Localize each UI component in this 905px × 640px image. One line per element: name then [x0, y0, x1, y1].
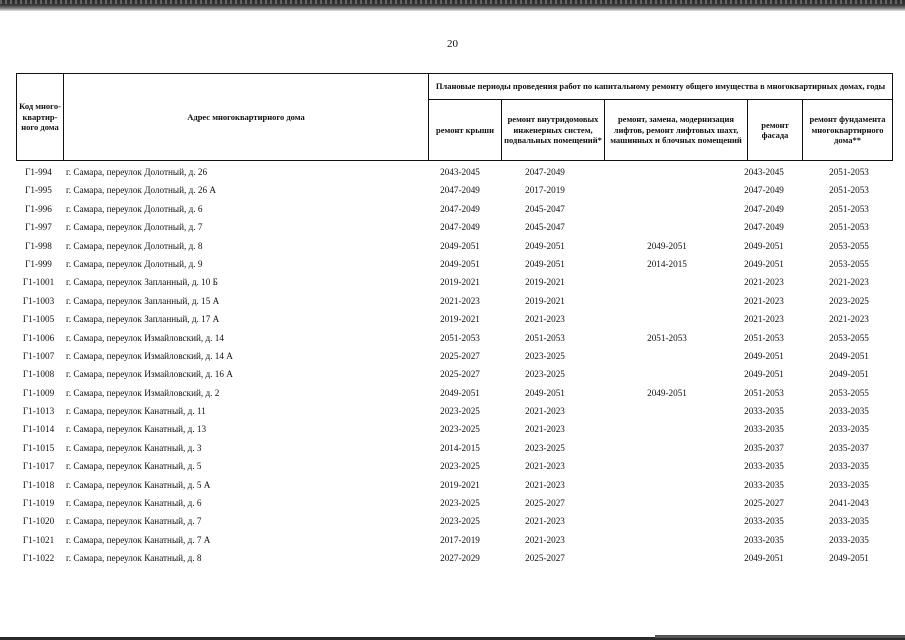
cell-facade: 2047-2049: [744, 185, 784, 196]
scan-edge-bottom-tail: [655, 635, 905, 638]
cell-facade: 2033-2035: [744, 406, 784, 417]
table-row: [16, 310, 892, 328]
table-row: [16, 292, 892, 310]
cell-facade: 2049-2051: [744, 350, 784, 361]
cell-systems: 2049-2051: [525, 240, 565, 251]
cell-systems: 2051-2053: [525, 332, 565, 343]
cell-facade: 2049-2051: [744, 553, 784, 564]
cell-code: Г1-1005: [22, 314, 55, 325]
cell-systems: 2047-2049: [525, 167, 565, 177]
cell-foundation: 2033-2035: [829, 534, 869, 545]
table-row: [16, 200, 892, 218]
table-body: [16, 163, 892, 568]
cell-foundation: 2051-2053: [829, 203, 869, 214]
cell-foundation: 2053-2055: [829, 258, 869, 269]
cell-systems: 2021-2023: [525, 424, 565, 435]
cell-foundation: 2051-2053: [829, 185, 869, 196]
cell-foundation: 2021-2023: [829, 277, 869, 288]
cell-code: Г1-994: [25, 167, 52, 177]
cell-facade: 2021-2023: [744, 314, 784, 325]
table-row: [16, 476, 892, 494]
cell-foundation: 2033-2035: [829, 424, 869, 435]
cell-foundation: 2051-2053: [829, 222, 869, 233]
cell-address: г. Самара, переулок Канатный, д. 3: [66, 442, 202, 453]
cell-roof: 2017-2019: [440, 534, 480, 545]
cell-systems: 2023-2025: [525, 350, 565, 361]
cell-address: г. Самара, переулок Измайловский, д. 14 А: [66, 350, 233, 361]
cell-foundation: 2033-2035: [829, 461, 869, 472]
cell-facade: 2021-2023: [744, 277, 784, 288]
cell-systems: 2021-2023: [525, 314, 565, 325]
cell-code: Г1-1013: [22, 406, 55, 417]
cell-address: г. Самара, переулок Измайловский, д. 16 А: [66, 369, 233, 380]
cell-code: Г1-1007: [22, 350, 55, 361]
table-row: [16, 531, 892, 549]
cell-facade: 2035-2037: [744, 442, 784, 453]
table-row: [16, 420, 892, 438]
table-row: [16, 494, 892, 512]
cell-code: Г1-1014: [22, 424, 55, 435]
table-row: [16, 218, 892, 236]
cell-address: г. Самара, переулок Долотный, д. 6: [66, 203, 203, 214]
cell-address: г. Самара, переулок Запланный, д. 10 Б: [66, 277, 218, 288]
cell-code: Г1-1019: [22, 498, 55, 509]
table-row: [16, 255, 892, 273]
cell-foundation: 2049-2051: [829, 553, 869, 564]
header-address: Адрес многоквартирного дома: [64, 74, 429, 161]
cell-code: Г1-1001: [22, 277, 55, 288]
cell-roof: 2025-2027: [440, 350, 480, 361]
cell-address: г. Самара, переулок Долотный, д. 7: [66, 222, 203, 233]
table-header: [16, 73, 893, 161]
cell-roof: 2049-2051: [440, 240, 480, 251]
cell-foundation: 2051-2053: [829, 167, 869, 177]
cell-address: г. Самара, переулок Измайловский, д. 2: [66, 387, 220, 398]
cell-foundation: 2033-2035: [829, 479, 869, 490]
cell-roof: 2019-2021: [440, 314, 480, 325]
cell-foundation: 2053-2055: [829, 387, 869, 398]
cell-code: Г1-1018: [22, 479, 55, 490]
cell-roof: 2019-2021: [440, 277, 480, 288]
header-periods: Плановые периоды проведения работ по капитальному ремонту общего имущества в многоквартирных домах, годы: [429, 74, 893, 100]
header-lifts: ремонт, замена, модернизация лифтов, ремонт лифтовых шахт, машинных и блочных помещений: [605, 100, 748, 161]
cell-roof: 2047-2049: [440, 222, 480, 233]
cell-address: г. Самара, переулок Запланный, д. 15 А: [66, 295, 220, 306]
table-row: [16, 439, 892, 457]
page-number: 20: [447, 38, 458, 50]
cell-roof: 2025-2027: [440, 369, 480, 380]
cell-roof: 2047-2049: [440, 203, 480, 214]
cell-systems: 2045-2047: [525, 222, 565, 233]
cell-code: Г1-1015: [22, 442, 55, 453]
header-foundation: ремонт фундамента многоквартирного дома**: [803, 100, 893, 161]
cell-code: Г1-1020: [22, 516, 55, 527]
cell-code: Г1-1009: [22, 387, 55, 398]
table-row: [16, 273, 892, 291]
cell-roof: 2023-2025: [440, 461, 480, 472]
cell-address: г. Самара, переулок Канатный, д. 8: [66, 553, 202, 564]
cell-address: г. Самара, переулок Долотный, д. 26: [66, 167, 208, 177]
cell-facade: 2033-2035: [744, 461, 784, 472]
cell-systems: 2049-2051: [525, 258, 565, 269]
cell-code: Г1-1008: [22, 369, 55, 380]
cell-systems: 2019-2021: [525, 277, 565, 288]
cell-lifts: 2049-2051: [647, 387, 687, 398]
cell-code: Г1-995: [25, 185, 52, 196]
cell-foundation: 2049-2051: [829, 350, 869, 361]
cell-systems: 2021-2023: [525, 516, 565, 527]
cell-roof: 2023-2025: [440, 516, 480, 527]
table-row: [16, 181, 892, 199]
header-code: Код много-квартир-ного дома: [17, 74, 64, 161]
cell-facade: 2049-2051: [744, 369, 784, 380]
cell-foundation: 2053-2055: [829, 332, 869, 343]
cell-foundation: 2035-2037: [829, 442, 869, 453]
cell-facade: 2033-2035: [744, 424, 784, 435]
cell-roof: 2043-2045: [440, 167, 480, 177]
cell-systems: 2023-2025: [525, 369, 565, 380]
cell-foundation: 2041-2043: [829, 498, 869, 509]
cell-code: Г1-1006: [22, 332, 55, 343]
cell-roof: 2021-2023: [440, 295, 480, 306]
cell-facade: 2043-2045: [744, 167, 784, 177]
cell-lifts: 2049-2051: [647, 240, 687, 251]
cell-roof: 2051-2053: [440, 332, 480, 343]
cell-address: г. Самара, переулок Долотный, д. 8: [66, 240, 203, 251]
cell-systems: 2049-2051: [525, 387, 565, 398]
cell-systems: 2023-2025: [525, 442, 565, 453]
cell-lifts: 2014-2015: [647, 258, 687, 269]
cell-systems: 2021-2023: [525, 534, 565, 545]
cell-roof: 2014-2015: [440, 442, 480, 453]
cell-facade: 2049-2051: [744, 240, 784, 251]
cell-systems: 2017-2019: [525, 185, 565, 196]
cell-facade: 2049-2051: [744, 258, 784, 269]
cell-facade: 2021-2023: [744, 295, 784, 306]
cell-roof: 2023-2025: [440, 424, 480, 435]
cell-facade: 2047-2049: [744, 222, 784, 233]
cell-foundation: 2053-2055: [829, 240, 869, 251]
table-row: [16, 457, 892, 475]
table-row: [16, 163, 892, 181]
cell-facade: 2051-2053: [744, 332, 784, 343]
cell-address: г. Самара, переулок Долотный, д. 9: [66, 258, 203, 269]
cell-foundation: 2021-2023: [829, 314, 869, 325]
cell-facade: 2033-2035: [744, 516, 784, 527]
cell-address: г. Самара, переулок Долотный, д. 26 А: [66, 185, 216, 196]
cell-roof: 2019-2021: [440, 479, 480, 490]
cell-code: Г1-998: [25, 240, 52, 251]
cell-systems: 2025-2027: [525, 498, 565, 509]
cell-facade: 2033-2035: [744, 479, 784, 490]
table-row: [16, 365, 892, 383]
cell-systems: 2045-2047: [525, 203, 565, 214]
cell-address: г. Самара, переулок Канатный, д. 13: [66, 424, 207, 435]
cell-roof: 2027-2029: [440, 553, 480, 564]
cell-address: г. Самара, переулок Канатный, д. 5 А: [66, 479, 211, 490]
cell-facade: 2033-2035: [744, 534, 784, 545]
table-row: [16, 347, 892, 365]
cell-foundation: 2023-2025: [829, 295, 869, 306]
cell-roof: 2023-2025: [440, 498, 480, 509]
cell-systems: 2021-2023: [525, 479, 565, 490]
cell-facade: 2025-2027: [744, 498, 784, 509]
cell-systems: 2021-2023: [525, 461, 565, 472]
cell-foundation: 2033-2035: [829, 516, 869, 527]
cell-roof: 2047-2049: [440, 185, 480, 196]
header-systems: ремонт внутридомовых инженерных систем, подвальных помещений*: [502, 100, 605, 161]
table-row: [16, 549, 892, 567]
cell-systems: 2019-2021: [525, 295, 565, 306]
cell-address: г. Самара, переулок Канатный, д. 7 А: [66, 534, 211, 545]
cell-address: г. Самара, переулок Запланный, д. 17 А: [66, 314, 220, 325]
header-facade: ремонт фасада: [748, 100, 803, 161]
cell-systems: 2021-2023: [525, 406, 565, 417]
cell-code: Г1-997: [25, 222, 52, 233]
cell-roof: 2023-2025: [440, 406, 480, 417]
table-row: [16, 402, 892, 420]
cell-address: г. Самара, переулок Измайловский, д. 14: [66, 332, 224, 343]
cell-lifts: 2051-2053: [647, 332, 687, 343]
scan-edge-top: [0, 0, 905, 11]
cell-address: г. Самара, переулок Канатный, д. 6: [66, 498, 202, 509]
cell-code: Г1-999: [25, 258, 52, 269]
cell-code: Г1-1003: [22, 295, 55, 306]
cell-address: г. Самара, переулок Канатный, д. 7: [66, 516, 202, 527]
cell-facade: 2051-2053: [744, 387, 784, 398]
table-row: [16, 329, 892, 347]
header-roof: ремонт крыши: [429, 100, 502, 161]
cell-facade: 2047-2049: [744, 203, 784, 214]
cell-code: Г1-996: [25, 203, 52, 214]
cell-roof: 2049-2051: [440, 387, 480, 398]
table-row: [16, 512, 892, 530]
cell-code: Г1-1017: [22, 461, 55, 472]
cell-code: Г1-1022: [22, 553, 55, 564]
cell-foundation: 2033-2035: [829, 406, 869, 417]
cell-address: г. Самара, переулок Канатный, д. 5: [66, 461, 202, 472]
cell-code: Г1-1021: [22, 534, 55, 545]
cell-roof: 2049-2051: [440, 258, 480, 269]
table-row: [16, 237, 892, 255]
cell-address: г. Самара, переулок Канатный, д. 11: [66, 406, 206, 417]
table-row: [16, 384, 892, 402]
cell-foundation: 2049-2051: [829, 369, 869, 380]
cell-systems: 2025-2027: [525, 553, 565, 564]
